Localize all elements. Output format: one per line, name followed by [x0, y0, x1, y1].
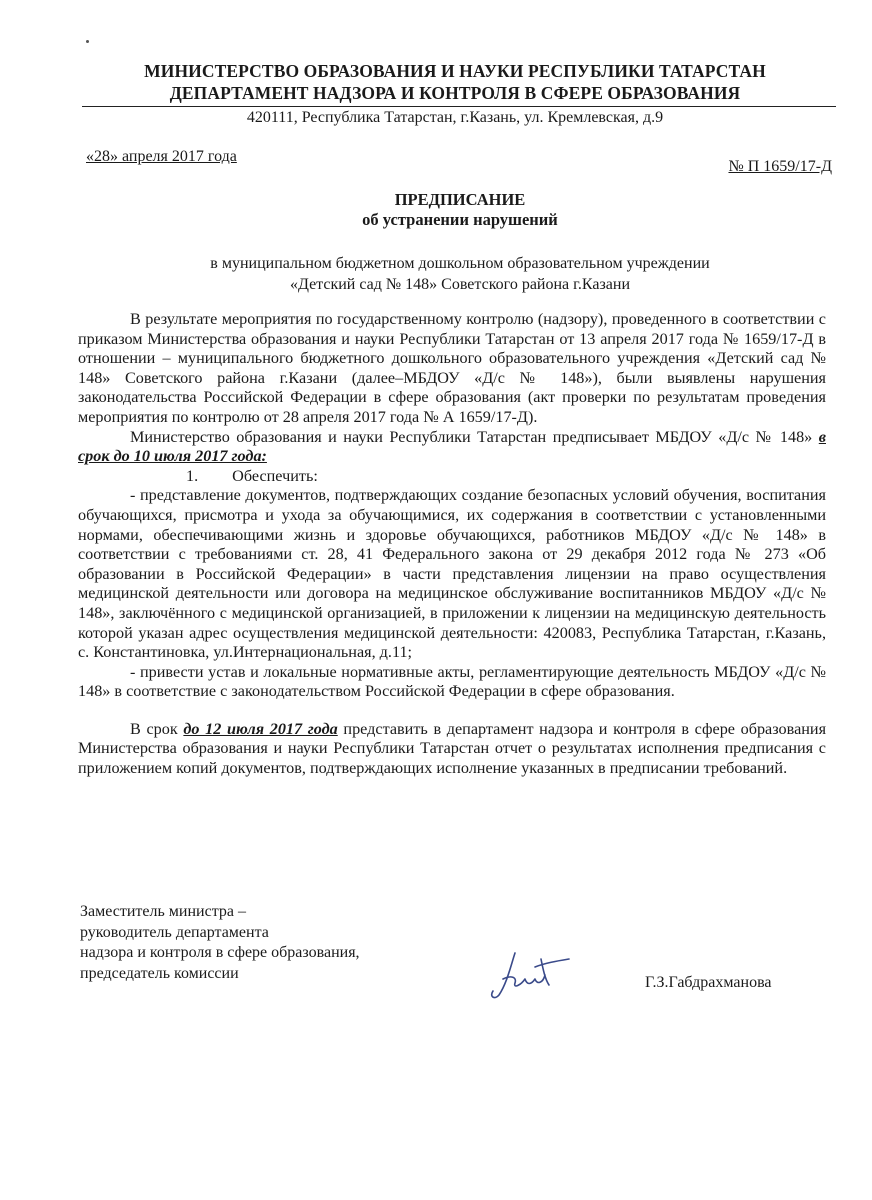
recipient-line-2: «Детский сад № 148» Советского района г.Казани	[289, 276, 631, 293]
header-address: 420111, Республика Татарстан, г.Казань, ул. Кремлевская, д.9	[246, 109, 664, 126]
ministry-name: МИНИСТЕРСТВО ОБРАЗОВАНИЯ И НАУКИ РЕСПУБЛИКИ ТАТАРСТАН	[144, 61, 766, 81]
document-body	[78, 310, 826, 779]
document-number: № П 1659/17-Д	[728, 158, 832, 175]
department-name: ДЕПАРТАМЕНТ НАДЗОРА И КОНТРОЛЯ В СФЕРЕ ОБРАЗОВАНИЯ	[169, 83, 741, 103]
signatory-line-4: председатель комиссии	[80, 964, 239, 982]
report-text: представить в департамент надзора и контроля в сфере образования Министерства образования и науки Республики Татарстан отчет о результатах исполнения предписания с приложением копий документов, подтверждающих исполнение указанных в предписании требований.	[78, 719, 827, 778]
list-item-1	[78, 467, 826, 487]
signatory-name: Г.З.Габдрахманова	[645, 974, 772, 991]
header-rule	[82, 106, 836, 107]
deadline-1: в срок до 10 июля 2017 года:	[78, 427, 826, 466]
report-prefix: В срок	[130, 719, 178, 738]
requirement-1: - представление документов, подтверждающих создание безопасных условий обучения, воспитания обучающихся, присмотра и ухода за обучающимися, их содержания в соответствии с установленными нормами, обеспечивающими жизнь и здоровье обучающихся, работников МБДОУ «Д/с № 148» в соответствии с требованиями ст. 28, 41 Федерального закона от 29 декабря 2012 года № 273 «Об образовании в Российской Федерации» в части представления лицензии на право осуществления медицинской деятельности или договора на медицинское обслуживание воспитанников МБДОУ «Д/с № 148», заключённого с медицинской организацией, в приложении к лицензии на медицинскую деятельность которой указан адрес осуществления медицинской деятельности: 420083, Республика Татарстан, г.Казань, с. Константиновка, ул.Интернациональная, д.11;	[78, 486, 826, 662]
order-text: Министерство образования и науки Республики Татарстан предписывает МБДОУ «Д/с № 148»	[130, 427, 813, 446]
signatory-line-3: надзора и контроля в сфере образования,	[80, 944, 360, 961]
document-subtitle: об устранении нарушений	[362, 210, 558, 229]
list-item-number: 1.	[186, 466, 199, 485]
requirement-2: - привести устав и локальные нормативные акты, регламентирующие деятельность МБДОУ «Д/с № 148» в соответствие с законодательством Российской Федерации в сфере образования.	[78, 662, 826, 701]
document-title: ПРЕДПИСАНИЕ	[394, 190, 526, 209]
order-paragraph	[78, 428, 826, 467]
report-paragraph	[78, 720, 826, 779]
document-date: «28» апреля 2017 года	[86, 148, 237, 165]
signatory-block	[80, 902, 360, 984]
deadline-2: до 12 июля 2017 года	[183, 719, 338, 738]
signatory-line-1: Заместитель министра –	[80, 903, 246, 920]
recipient-line-1: в муниципальном бюджетном дошкольном образовательном учреждении	[210, 255, 710, 272]
list-item-label: Обеспечить:	[232, 466, 318, 485]
signatory-line-2: руководитель департамента	[80, 923, 269, 941]
handwritten-signature	[485, 945, 595, 1005]
finding-paragraph: В результате мероприятия по государственному контролю (надзору), проведенного в соответствии с приказом Министерства образования и науки Республики Татарстан от 13 апреля 2017 года № 1659/17-Д в отношении – муниципального бюджетного дошкольного образовательного учреждения «Детский сад № 148» Советского района г.Казани (далее–МБДОУ «Д/с № 148»), были выявлены нарушения законодательства Российской Федерации в сфере образования (акт проверки по результатам проведения мероприятия по контролю от 28 апреля 2017 года № А 1659/17-Д).	[78, 310, 826, 426]
scan-speck	[86, 40, 89, 43]
